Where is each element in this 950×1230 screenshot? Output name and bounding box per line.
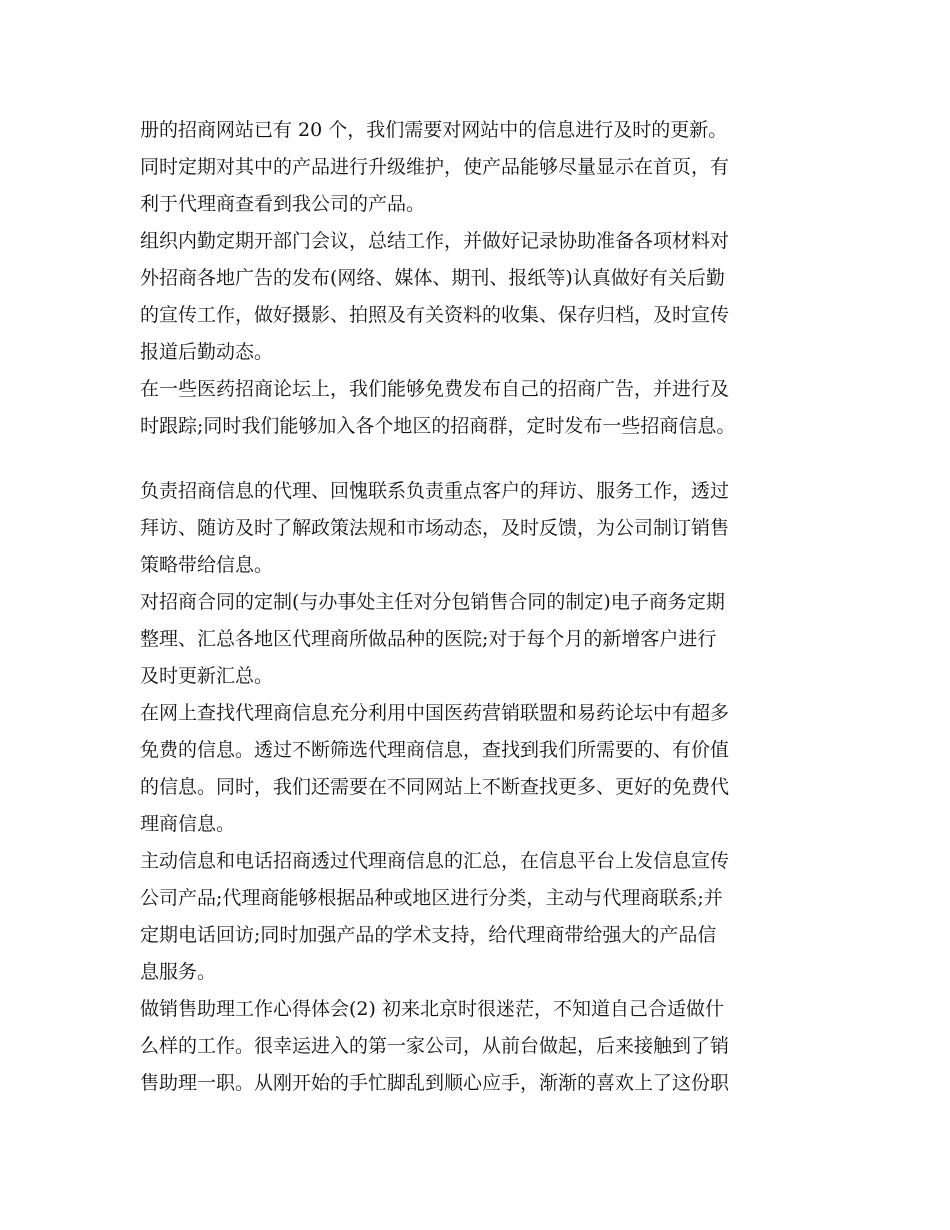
- text-line: 的宣传工作，做好摄影、拍照及有关资料的收集、保存归档，及时宣传: [140, 304, 730, 326]
- text-line: 在网上查找代理商信息充分利用中国医药营销联盟和易药论坛中有超多: [140, 702, 730, 724]
- text-block-1: [140, 112, 830, 445]
- text-line: 定期电话回访;同时加强产品的学术支持，给代理商带给强大的产品信: [140, 924, 717, 946]
- text-line: 在一些医药招商论坛上，我们能够免费发布自己的招商广告，并进行及: [140, 378, 730, 400]
- text-line: 时跟踪;同时我们能够加入各个地区的招商群，定时发布一些招商信息。: [140, 415, 736, 437]
- text-line: 负责招商信息的代理、回愧联系负责重点客户的拜访、服务工作，透过: [140, 480, 730, 502]
- text-line: 外招商各地广告的发布(网络、媒体、期刊、报纸等)认真做好有关后勤: [140, 267, 725, 289]
- text-line: 对招商合同的定制(与办事处主任对分包销售合同的制定)电子商务定期: [140, 591, 725, 613]
- text-line: 整理、汇总各地区代理商所做品种的医院;对于每个月的新增客户进行: [140, 628, 717, 650]
- text-line: 免费的信息。透过不断筛选代理商信息，查找到我们所需要的、有价值: [140, 739, 730, 761]
- text-line: 及时更新汇总。: [140, 665, 274, 687]
- text-line: 做销售助理工作心得体会(2) 初来北京时很迷茫，不知道自己合适做什: [140, 998, 724, 1020]
- text-line: 拜访、随访及时了解政策法规和市场动态，及时反馈，为公司制订销售: [140, 517, 730, 539]
- text-line: 的信息。同时，我们还需要在不同网站上不断查找更多、更好的免费代: [140, 776, 730, 798]
- text-line: 主动信息和电话招商透过代理商信息的汇总，在信息平台上发信息宣传: [140, 850, 730, 872]
- text-line: 同时定期对其中的产品进行升级维护，使产品能够尽量显示在首页，有: [140, 156, 730, 178]
- text-line: 公司产品;代理商能够根据品种或地区进行分类，主动与代理商联系;并: [140, 887, 723, 909]
- text-line: 策略带给信息。: [140, 554, 274, 576]
- text-line: 利于代理商查看到我公司的产品。: [140, 193, 426, 215]
- text-line: 组织内勤定期开部门会议，总结工作，并做好记录协助准备各项材料对: [140, 230, 730, 252]
- text-block-2: [140, 473, 830, 1102]
- text-line: 售助理一职。从刚开始的手忙脚乱到顺心应手，渐渐的喜欢上了这份职: [140, 1072, 730, 1094]
- text-line: 报道后勤动态。: [140, 341, 274, 363]
- text-line: 册的招商网站已有 20 个，我们需要对网站中的信息进行及时的更新。: [140, 119, 728, 141]
- text-line: 么样的工作。很幸运进入的第一家公司，从前台做起，后来接触到了销: [140, 1035, 730, 1057]
- text-line: 理商信息。: [140, 813, 236, 835]
- text-line: 息服务。: [140, 961, 217, 983]
